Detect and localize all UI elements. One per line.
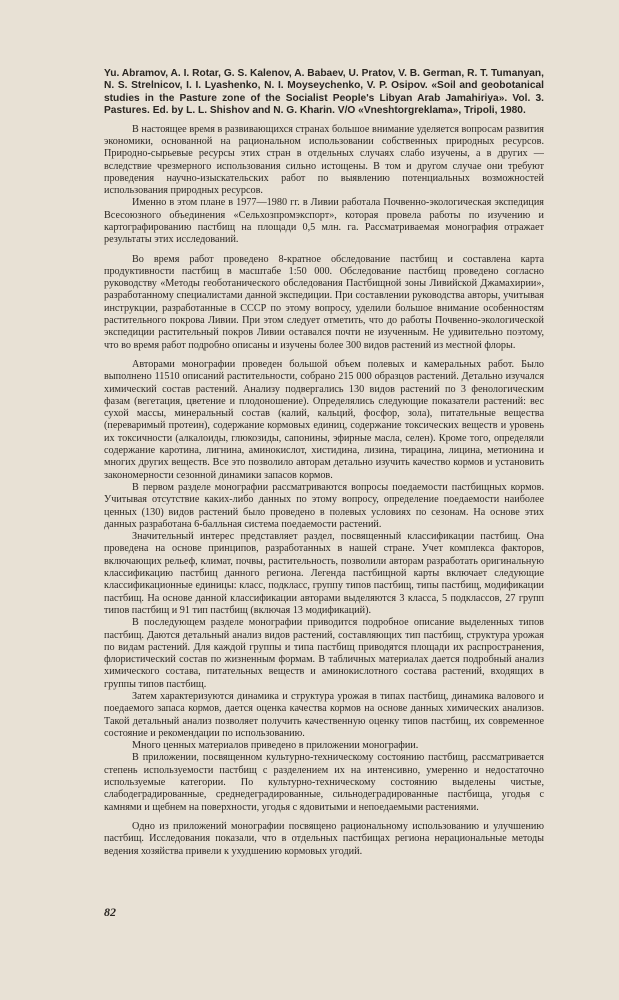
paragraph: В первом разделе монографии рассматриваются вопросы поедаемости пастбищных кормов. Учитывая отсутствие каких-либо данных по этому вопросу, определение поедаемости наиболее ценных (130) видов растений было проведено в полевых условиях по сезонам. На основе этих данных разработана 6-балльная система поедаемости растений. — [104, 481, 544, 530]
paragraph: В последующем разделе монографии приводится подробное описание выделенных типов пастбищ. Даются детальный анализ видов растений, составляющих тип пастбищ, структура урожая по видам растений. Для каждой группы и типа пастбищ приводятся площади их распространения, флористический состав по жизненным формам. В табличных материалах дается подробный анализ химического состава, питательных веществ и аминокислотного состава растений, входящих в группы типов пастбищ. — [104, 617, 544, 690]
paragraph-gap — [104, 247, 544, 254]
paragraph: В настоящее время в развивающихся странах большое внимание уделяется вопросам развития экономики, основанной на рациональном использовании собственных природных ресурсов. Природно-сырьевые ресурсы этих стран в отдельных случаях слабо изучены, а в других — вследствие чрезмерного использования сильно истощены. В том и другом случае они требуют проведения научно-изыскательских работ по выявлению потенциальных возможностей использования природных ресурсов. — [104, 123, 544, 197]
paragraph-gap — [104, 352, 544, 359]
page-number: 82 — [104, 905, 116, 919]
paragraph-gap — [104, 814, 544, 821]
paragraph: Затем характеризуются динамика и структура урожая в типах пастбищ, динамика валового и поедаемого запаса кормов, дается оценка качества кормов на основе данных химических анализов. Такой детальный анализ позволяет получить качественную оценку типов пастбищ, их современное состояние и рекомендации по использованию. — [104, 690, 544, 739]
review-article — [104, 68, 544, 858]
paragraph: Авторами монографии проведен большой объем полевых и камеральных работ. Было выполнено 11510 описаний растительности, собрано 215 000 образцов растений. Детально изучался химический состав растений. Анализу подвергались 130 видов растений по 3 фенологическим фазам (вегетация, цветение и плодоношение). Определялись следующие показатели растений: вес сухой массы, минеральный состав (калий, кальций, фосфор, зола), питательные вещества (переваримый протеин), содержание кормовых единиц, содержание токсических веществ и уровень их токсичности (алкалоиды, глюкозиды, сапонины, эфирные масла, селен). Кроме того, определяли содержание каротина, лигнина, аминокислот, хистидина, лизина, тирацина, лицина, метионина и многих других веществ. Все это позволило авторам детально изучить качество кормов и установить закономерности сезонной динамики запасов кормов. — [104, 358, 544, 481]
paragraph: Одно из приложений монографии посвящено рациональному использованию и улучшению пастбищ. Исследования показали, что в отдельных пастбищах региона нерациональные методы ведения хозяйства привели к ухудшению кормовых угодий. — [104, 820, 544, 857]
paragraph: Значительный интерес представляет раздел, посвященный классификации пастбищ. Она проведена на основе принципов, разработанных в нашей стране. Учет комплекса факторов, включающих рельеф, климат, почвы, растительность, позволили авторам разработать оригинальную классификацию пастбищ данного региона. Легенда пастбищной карты включает следующие классификационные единицы: класс, подкласс, группу типов пастбищ, типы пастбищ, модификации пастбищ. На основе данной классификации авторами выделяются 3 класса, 5 подклассов, 27 групп типов пастбищ и 91 тип пастбищ (включая 13 модификаций). — [104, 531, 544, 616]
paragraph: Много ценных материалов приведено в приложении монографии. — [132, 740, 419, 752]
bibliographic-citation: Yu. Abramov, A. I. Rotar, G. S. Kalenov, A. Babaev, U. Pratov, V. B. German, R. T. Tumanyan, N. S. Strelnicov, I. I. Lyashenko, N. I. Moyseychenko, V. P. Osipov. «Soil and geobotanical studies in the Pasture zone of the Socialist People's Libyan Arab Jamahiriya». Vol. 3. Pastures. Ed. by L. L. Shishov and N. G. Kharin. V/O «Vneshtorgreklama», Tripoli, 1980. — [104, 68, 544, 117]
paragraph: В приложении, посвященном культурно-техническому состоянию пастбищ, рассматривается степень используемости пастбищ с разделением их на интенсивно, умеренно и недостаточно используемые категории. По культурно-техническому состоянию выделены чистые, слабодеградированные, среднедеградированные, сильнодеградированные пастбища, угодья с камнями и щебнем на поверхности, угодья с ядовитыми и непоедаемыми растениями. — [104, 752, 544, 813]
paragraph: Именно в этом плане в 1977—1980 гг. в Ливии работала Почвенно-экологическая экспедиция Всесоюзного объединения «Сельхозпромэкспорт», которая провела работы по изучению и картографированию пастбищ на площади 0,5 млн. га. Рассматриваемая монография отражает результаты этих исследований. — [104, 197, 544, 246]
paragraph: Во время работ проведено 8-кратное обследование пастбищ и составлена карта продуктивности пастбищ в масштабе 1:50 000. Обследование пастбищ проведено согласно руководству «Методы геоботанического обследования Пастбищной зоны Ливийской Джамахирии», разработанному специалистами данной экспедиции. При составлении руководства авторы, учитывая инструкции, разработанные в СССР по этому вопросу, уделили большое внимание особенностям растительного покрова Ливии. При этом следует отметить, что до работы Почвенно-экологической экспедиции растительный покров Ливии оставался почти не изученным. Не удивительно поэтому, что во время работ подробно описаны и изучены более 300 видов растений из местной флоры. — [104, 253, 544, 351]
